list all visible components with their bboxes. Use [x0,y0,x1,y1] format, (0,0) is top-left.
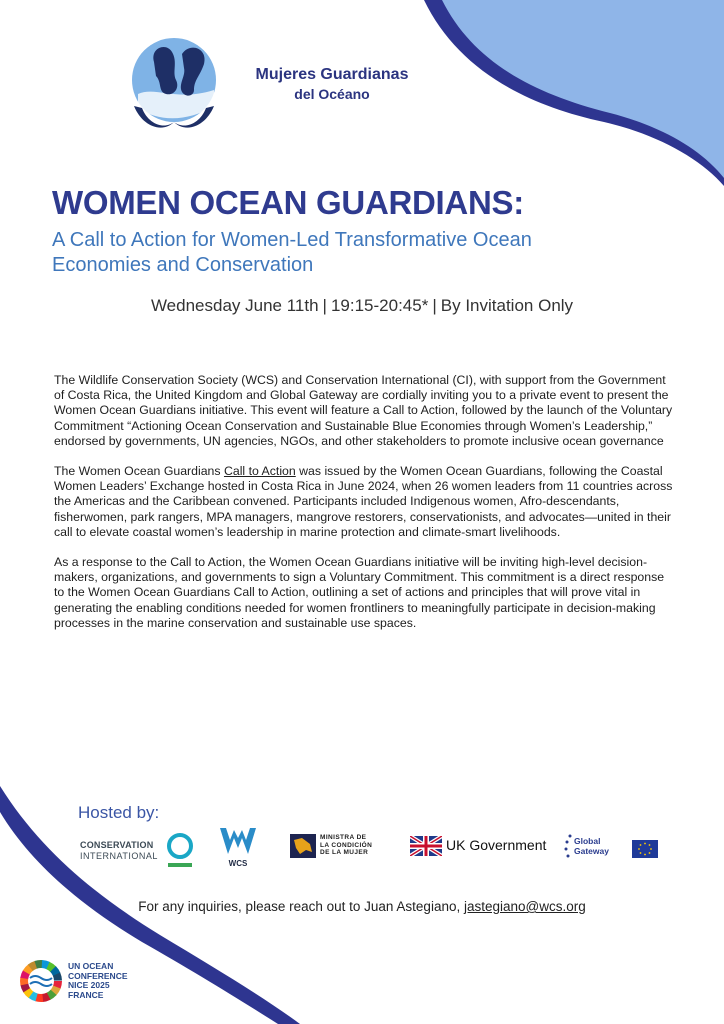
union-jack-flag-icon [410,836,442,856]
hosted-by-label: Hosted by: [78,803,160,822]
wcs-logo [218,826,258,868]
wcs-mark-icon [218,826,258,856]
paragraph-intro: The Wildlife Conservation Society (WCS) and Conservation International (CI), with support from the Government of Costa Rica, the United Kingdom and Global Gateway are cordially inviting you to a private event to present the Women Ocean Guardians initiative. This event will feature a Call to Action, followed by the launch of the Voluntary Commitment “Actioning Ocean Conservation and Sustainable Blue Economies through Women’s Leadership,” endorsed by governments, UN agencies, NGOs, and other stakeholders to promote inclusive ocean governance [54,373,673,448]
event-details [0,296,724,316]
ci-name-line2: INTERNATIONAL [80,851,158,861]
uk-government-label: UK Government [446,837,547,853]
wcs-label: WCS [228,859,248,868]
logo-name-line2: del Océano [294,86,370,102]
unoc-line3: NICE 2025 [68,980,110,990]
unoc-line1: UN OCEAN [68,961,114,971]
costa-rica-map-icon [290,834,316,858]
paragraph-call-to-action [54,464,674,540]
event-date: Wednesday June 11th [150,296,319,315]
sdg-wheel-icon [18,958,64,1004]
gg-line1: Global [574,836,601,846]
ci-name-line1: CONSERVATION [80,840,154,850]
mcm-line3: DE LA MUJER [320,849,369,856]
event-time: 19:15-20:45* [330,296,429,315]
page-subtitle: A Call to Action for Women-Led Transformative Ocean Economies and Conservation [52,229,532,276]
inquiry-line [0,899,724,914]
separator: | [322,296,327,315]
top-right-wave-light [440,0,724,180]
paragraph-text: The Women Ocean Guardians [54,464,224,479]
mcm-text [320,834,372,857]
call-to-action-link[interactable]: Call to Action [223,464,296,479]
sponsor-logos [78,826,668,870]
mcm-line1: MINISTRA DE [320,834,367,841]
body-text [54,373,674,646]
paragraph-commitment: As a response to the Call to Action, the Women Ocean Guardians initiative will be inviting high-level decision-makers, organizations, and governments to sign a Voluntary Commitment. This commitment is a direct response to the Women Ocean Guardians Call to Action, outlining a set of actions and principles that will prove vital in generating the enabling conditions needed for women frontliners to meaningfully participate in decision-making processes in the marine conservation and sustainable use spaces. [54,555,665,630]
logo-wordmark [232,66,432,102]
ci-ring-icon [166,830,194,870]
global-gateway-dots-icon [564,832,574,862]
logo-name-line1: Mujeres Guardianas [255,66,409,83]
contact-email-link[interactable]: jastegiano@wcs.org [463,899,586,914]
gg-line2: Gateway [574,846,609,856]
eu-flag-icon [632,840,658,858]
global-gateway-label [574,836,609,856]
separator: | [432,296,437,315]
mcm-line2: LA CONDICIÓN [320,841,373,849]
un-ocean-conference-label [68,962,128,1000]
mujeres-guardianas-emblem [128,36,224,140]
conservation-international-logo [80,830,192,862]
paragraph-text: was issued by the Women Ocean Guardians, following the Coastal Women Leaders’ Exchange hosted in Costa Rica in June 2024, when 26 women leaders from 11 countries across the Americas and the Caribbean convened. Participants included Indigenous women, Afro-descendants, fisherwomen, park rangers, MPA managers, mangrove restorers, conservationists, and advocates—united in their call to elevate coastal women’s leadership in marine protection and climate-smart livelihoods. [54,464,673,539]
page-title: WOMEN OCEAN GUARDIANS: [52,184,524,221]
event-access: By Invitation Only [440,296,574,315]
unoc-line2: CONFERENCE [68,970,128,981]
inquiry-text: For any inquiries, please reach out to Juan Astegiano, [138,899,464,914]
unoc-line4: FRANCE [68,989,104,1000]
